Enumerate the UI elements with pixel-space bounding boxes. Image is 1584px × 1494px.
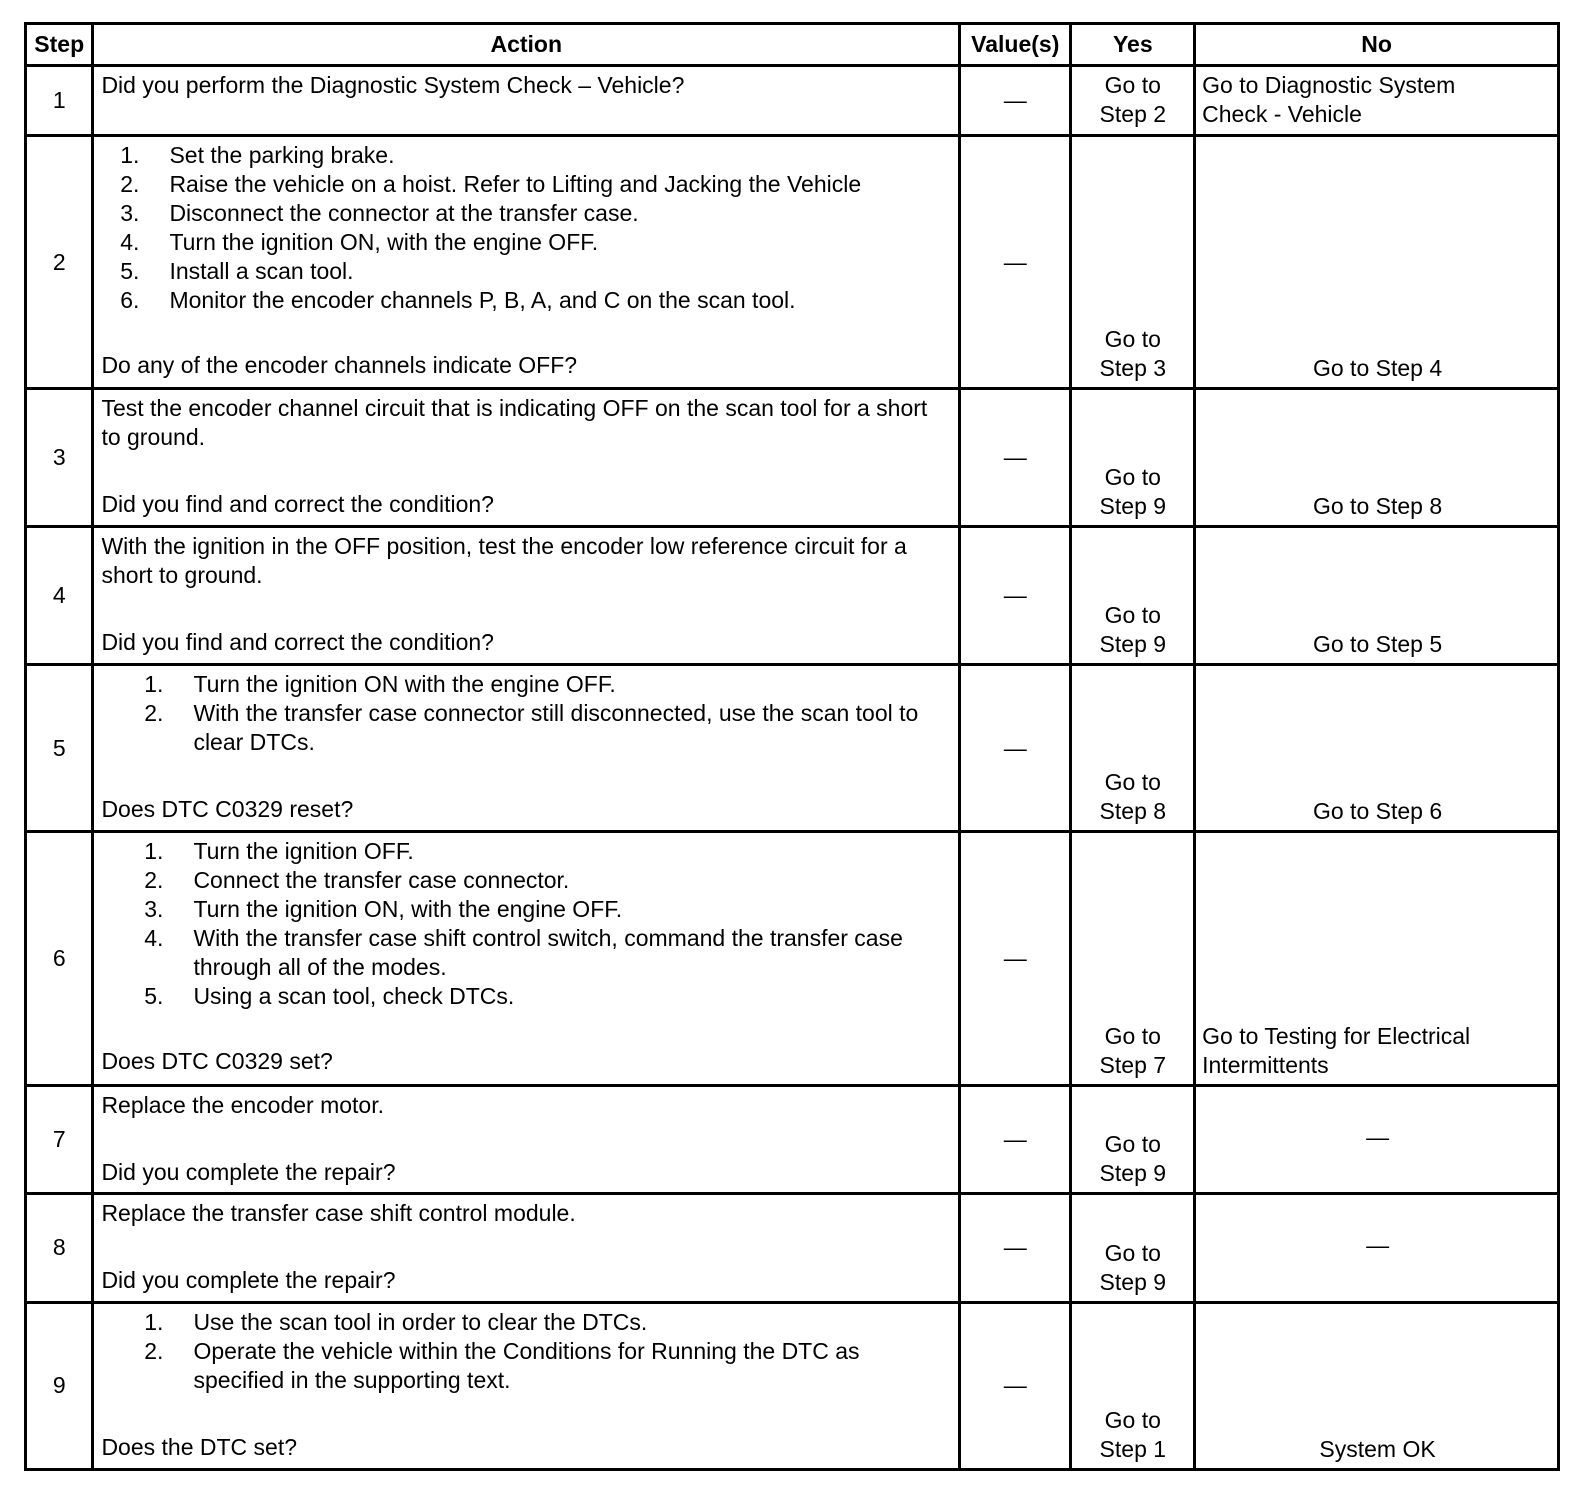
no-line: —: [1366, 1123, 1390, 1150]
list-item-number: 5.: [120, 257, 140, 284]
action-cell: [93, 665, 960, 832]
list-item-text: Turn the ignition ON with the engine OFF.: [193, 671, 616, 698]
header-action: Action: [93, 24, 960, 66]
action-text: Replace the transfer case shift control module.: [101, 1200, 576, 1227]
action-question: Did you find and correct the condition?: [101, 629, 494, 656]
step-number: 8: [26, 1194, 93, 1302]
no-cell: [1195, 665, 1559, 832]
table-row: [26, 1194, 1559, 1302]
no-cell: [1195, 527, 1559, 665]
list-item: [101, 1308, 952, 1337]
action-question: Did you complete the repair?: [101, 1267, 396, 1294]
action-question: Do any of the encoder channels indicate OFF?: [101, 351, 578, 378]
yes-line: Go to: [1104, 464, 1161, 491]
list-item-text: Disconnect the connector at the transfer case.: [169, 199, 639, 226]
action-cell: [93, 527, 960, 665]
yes-cell: [1071, 1194, 1195, 1302]
header-row: [26, 24, 1559, 66]
table-row: [26, 135, 1559, 388]
action-steps-list: [101, 837, 952, 1011]
value-cell: —: [960, 66, 1071, 136]
list-item-text: Operate the vehicle within the Conditions for Running the DTC as specified in the supporting text.: [193, 1337, 860, 1393]
step-number: 2: [26, 135, 93, 388]
step-number: 3: [26, 389, 93, 527]
yes-line: Step 1: [1099, 1436, 1167, 1462]
list-item-number: 4.: [144, 925, 164, 952]
list-item: [101, 982, 952, 1011]
action-steps-list: [101, 141, 952, 315]
action-text: With the ignition in the OFF position, test the encoder low reference circuit for a short to ground.: [101, 533, 907, 589]
no-line: Go to Diagnostic System: [1202, 72, 1456, 98]
yes-line: Go to: [1104, 769, 1161, 796]
table-row: [26, 665, 1559, 832]
list-item: [101, 670, 952, 699]
yes-cell: [1071, 389, 1195, 527]
no-line: Check - Vehicle: [1202, 101, 1362, 127]
step-number: 4: [26, 527, 93, 665]
no-line: Go to Step 4: [1312, 355, 1443, 382]
list-item: [101, 199, 952, 228]
action-cell: [93, 389, 960, 527]
list-item: [101, 141, 952, 170]
no-cell: [1195, 832, 1559, 1085]
action-text: Replace the encoder motor.: [101, 1091, 384, 1118]
list-item: [101, 866, 952, 895]
value-cell: —: [960, 665, 1071, 832]
list-item: [101, 170, 952, 199]
list-item-number: 6.: [120, 286, 140, 313]
no-line: Go to Testing for Electrical: [1202, 1022, 1471, 1049]
list-item-text: Raise the vehicle on a hoist. Refer to Lifting and Jacking the Vehicle: [169, 170, 862, 197]
action-steps-list: [101, 670, 952, 757]
yes-line: Step 9: [1099, 1160, 1167, 1187]
action-cell: [93, 832, 960, 1085]
no-cell: [1195, 135, 1559, 388]
action-question: Did you complete the repair?: [101, 1158, 396, 1185]
list-item: [101, 895, 952, 924]
action-text: Did you perform the Diagnostic System Check – Vehicle?: [101, 72, 685, 98]
value-cell: —: [960, 135, 1071, 388]
list-item-number: 3.: [120, 199, 140, 226]
yes-cell: [1071, 1085, 1195, 1193]
yes-cell: [1071, 527, 1195, 665]
action-cell: [93, 1302, 960, 1469]
diagnostic-table: [24, 22, 1560, 1471]
table-row: [26, 66, 1559, 136]
table-row: [26, 832, 1559, 1085]
step-number: 7: [26, 1085, 93, 1193]
no-cell: [1195, 1194, 1559, 1302]
list-item-text: Monitor the encoder channels P, B, A, and C on the scan tool.: [169, 286, 796, 313]
action-question: Does DTC C0329 set?: [101, 1048, 333, 1075]
yes-cell: [1071, 665, 1195, 832]
action-steps-list: [101, 1308, 952, 1395]
list-item-number: 3.: [144, 896, 164, 923]
yes-line: Step 3: [1099, 355, 1167, 382]
list-item-text: Set the parking brake.: [169, 141, 395, 168]
list-item-text: Turn the ignition OFF.: [193, 838, 414, 865]
list-item: [101, 1337, 952, 1395]
header-no: No: [1195, 24, 1559, 66]
no-line: Go to Step 8: [1312, 493, 1443, 520]
step-number: 9: [26, 1302, 93, 1469]
value-cell: —: [960, 1085, 1071, 1193]
yes-line: Step 9: [1099, 493, 1167, 520]
header-yes: Yes: [1071, 24, 1195, 66]
list-item-text: With the transfer case connector still disconnected, use the scan tool to clear DTCs.: [193, 700, 919, 756]
list-item-number: 2.: [144, 700, 164, 727]
action-text: Test the encoder channel circuit that is indicating OFF on the scan tool for a short to ground.: [101, 395, 928, 451]
yes-line: Go to: [1104, 602, 1161, 629]
list-item-number: 4.: [120, 228, 140, 255]
list-item-text: With the transfer case shift control switch, command the transfer case through all of the modes.: [193, 925, 903, 981]
yes-cell: [1071, 832, 1195, 1085]
header-step: Step: [26, 24, 93, 66]
list-item: [101, 924, 952, 982]
yes-line: Step 9: [1099, 631, 1167, 658]
yes-cell: [1071, 135, 1195, 388]
table-row: [26, 1085, 1559, 1193]
value-cell: —: [960, 1302, 1071, 1469]
action-question: Does DTC C0329 reset?: [101, 796, 354, 823]
list-item-text: Turn the ignition ON, with the engine OFF.: [193, 896, 623, 923]
step-number: 1: [26, 66, 93, 136]
list-item-text: Using a scan tool, check DTCs.: [193, 983, 515, 1010]
list-item-text: Connect the transfer case connector.: [193, 867, 570, 894]
yes-line: Step 7: [1099, 1051, 1167, 1078]
yes-cell: [1071, 66, 1195, 136]
no-line: Go to Step 6: [1312, 798, 1443, 825]
list-item-number: 2.: [144, 867, 164, 894]
yes-line: Go to: [1104, 72, 1161, 98]
no-cell: [1195, 66, 1559, 136]
yes-line: Go to: [1104, 326, 1161, 353]
value-cell: —: [960, 527, 1071, 665]
no-line: Go to Step 5: [1312, 631, 1443, 658]
no-line: System OK: [1319, 1436, 1436, 1462]
list-item-number: 2.: [120, 170, 140, 197]
list-item: [101, 699, 952, 757]
yes-line: Step 2: [1099, 101, 1167, 127]
action-cell: [93, 1085, 960, 1193]
list-item-number: 1.: [120, 141, 140, 168]
no-cell: [1195, 1302, 1559, 1469]
list-item: [101, 228, 952, 257]
no-line: —: [1366, 1232, 1390, 1259]
list-item-text: Install a scan tool.: [169, 257, 354, 284]
value-cell: —: [960, 389, 1071, 527]
yes-line: Go to: [1104, 1239, 1161, 1266]
action-question: Did you find and correct the condition?: [101, 491, 494, 518]
yes-line: Go to: [1104, 1407, 1161, 1433]
list-item: [101, 837, 952, 866]
list-item-number: 5.: [144, 983, 164, 1010]
yes-line: Go to: [1104, 1022, 1161, 1049]
table-row: [26, 527, 1559, 665]
yes-line: Go to: [1104, 1131, 1161, 1158]
list-item-number: 2.: [144, 1337, 164, 1364]
action-cell: [93, 135, 960, 388]
yes-line: Step 9: [1099, 1268, 1167, 1295]
action-cell: [93, 66, 960, 136]
list-item: [101, 286, 952, 315]
list-item-text: Use the scan tool in order to clear the DTCs.: [193, 1308, 648, 1335]
list-item-number: 1.: [144, 671, 164, 698]
no-cell: [1195, 1085, 1559, 1193]
step-number: 6: [26, 832, 93, 1085]
no-line: Intermittents: [1202, 1051, 1329, 1078]
action-cell: [93, 1194, 960, 1302]
table-row: [26, 389, 1559, 527]
step-number: 5: [26, 665, 93, 832]
list-item-number: 1.: [144, 1308, 164, 1335]
list-item: [101, 257, 952, 286]
list-item-number: 1.: [144, 838, 164, 865]
yes-line: Step 8: [1099, 798, 1167, 825]
yes-cell: [1071, 1302, 1195, 1469]
value-cell: —: [960, 1194, 1071, 1302]
no-cell: [1195, 389, 1559, 527]
action-question: Does the DTC set?: [101, 1433, 298, 1460]
table-row: [26, 1302, 1559, 1469]
header-values: Value(s): [960, 24, 1071, 66]
list-item-text: Turn the ignition ON, with the engine OFF.: [169, 228, 599, 255]
value-cell: —: [960, 832, 1071, 1085]
